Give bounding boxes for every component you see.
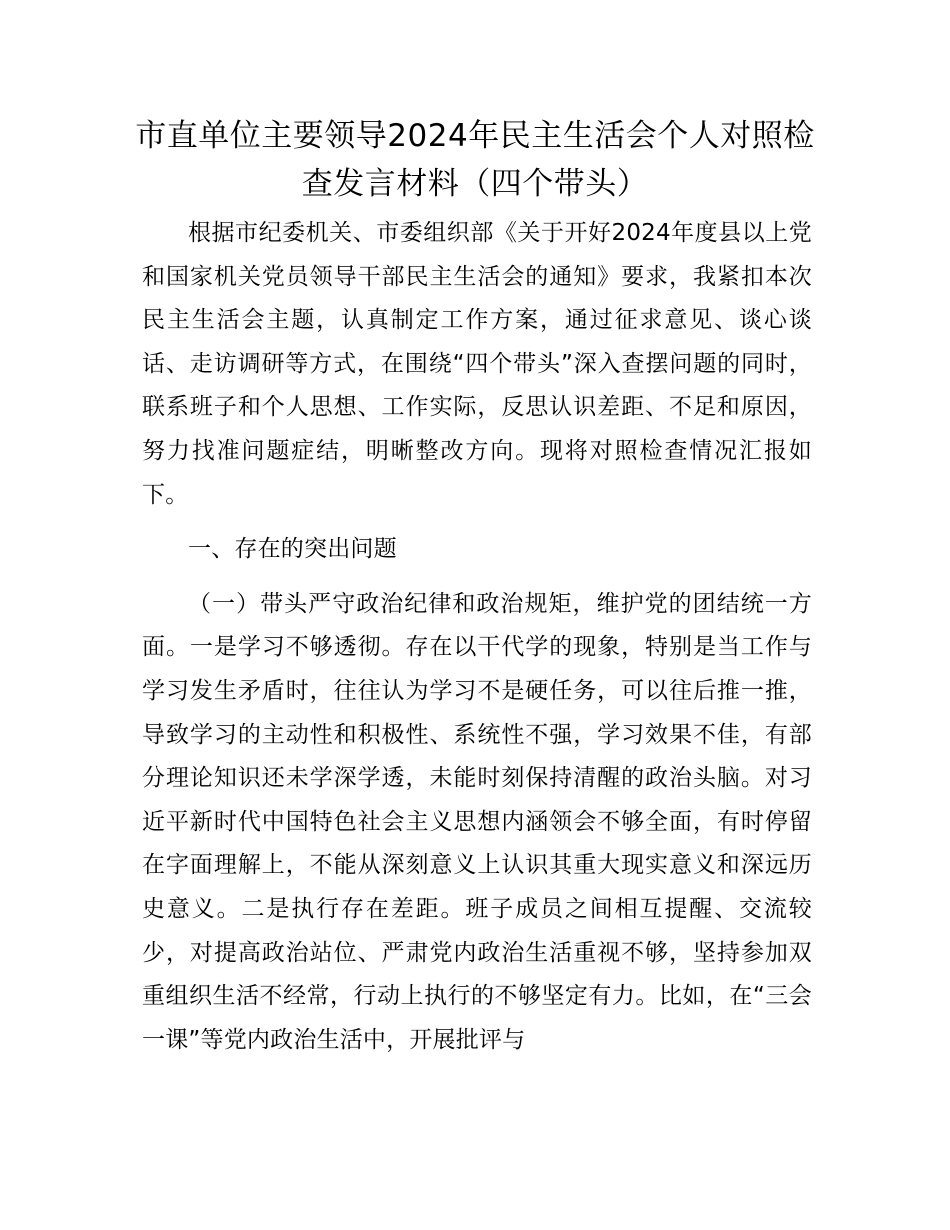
section-heading: 一、存在的突出问题: [188, 536, 397, 563]
document-title: 市直单位主要领导2024年民主生活会个人对照检查发言材料（四个带头）: [135, 118, 815, 202]
document-body: [142, 212, 812, 1062]
intro-paragraph: 根据市纪委机关、市委组织部《关于开好2024年度县以上党和国家机关党员领导干部民主生活会的通知》要求，我紧扣本次民主生活会主题，认真制定工作方案，通过征求意见、谈心谈话、走访调研等方式，在围绕“四个带头”深入查摆问题的同时，联系班子和个人思想、工作实际，反思认识差距、不足和原因，努力找准问题症结，明晰整改方向。现将对照检查情况汇报如下。: [142, 220, 812, 508]
body-paragraph: （一）带头严守政治纪律和政治规矩，维护党的团结统一方面。一是学习不够透彻。存在以干代学的现象，特别是当工作与学习发生矛盾时，往往认为学习不是硬任务，可以往后推一推，导致学习的主动性和积极性、系统性不强，学习效果不佳，有部分理论知识还未学深学透，未能时刻保持清醒的政治头脑。对习近平新时代中国特色社会主义思想内涵领会不够全面，有时停留在字面理解上，不能从深刻意义上认识其重大现实意义和深远历史意义。二是执行存在差距。班子成员之间相互提醒、交流较少，对提高政治站位、严肃党内政治生活重视不够，坚持参加双重组织生活不经常，行动上执行的不够坚定有力。比如，在“三会一课”等党内政治生活中，开展批评与: [142, 590, 812, 1053]
